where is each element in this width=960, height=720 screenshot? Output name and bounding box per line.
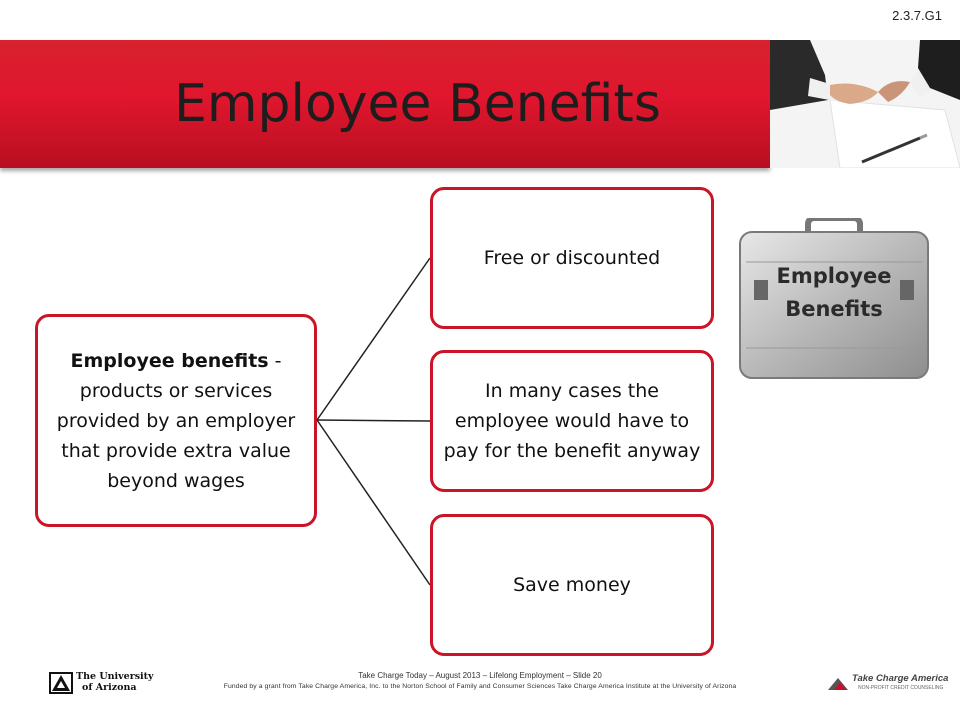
- take-charge-america-subtitle: NON-PROFIT CREDIT COUNSELING: [858, 685, 944, 691]
- slide-title: Employee Benefits: [174, 74, 661, 134]
- footer-line1: Take Charge Today – August 2013 – Lifelong Employment – Slide 20: [358, 671, 602, 680]
- footer-line2: Funded by a grant from Take Charge America, Inc. to the Norton School of Family and Consumer Sciences Take Charge America Institute at the University of Arizona: [223, 683, 737, 690]
- branch-node-label: In many cases the employee would have to pay for the benefit anyway: [443, 380, 701, 462]
- briefcase-label-line2: Benefits: [785, 297, 883, 321]
- branch-node-save-money: [430, 514, 714, 656]
- main-node-definition: - products or services provided by an employer that provide extra value beyond wages: [56, 349, 296, 492]
- branch-node-label: Save money: [513, 574, 631, 596]
- university-logo-text: [76, 671, 154, 693]
- briefcase-label-line1: Employee: [776, 264, 892, 288]
- briefcase-image: [736, 218, 932, 380]
- branch-node-free-or-discounted: [430, 187, 714, 329]
- university-logo-line2: of Arizona: [82, 682, 137, 693]
- slide-code: 2.3.7.G1: [892, 8, 942, 23]
- branch-node-pay-anyway: [430, 350, 714, 492]
- branch-node-label: Free or discounted: [483, 247, 661, 269]
- footer-text: [160, 670, 800, 692]
- main-definition-node: [35, 314, 317, 527]
- take-charge-america-name: Take Charge America: [852, 673, 949, 684]
- university-logo-line1: The University: [76, 671, 154, 682]
- main-node-term: Employee benefits: [70, 349, 269, 372]
